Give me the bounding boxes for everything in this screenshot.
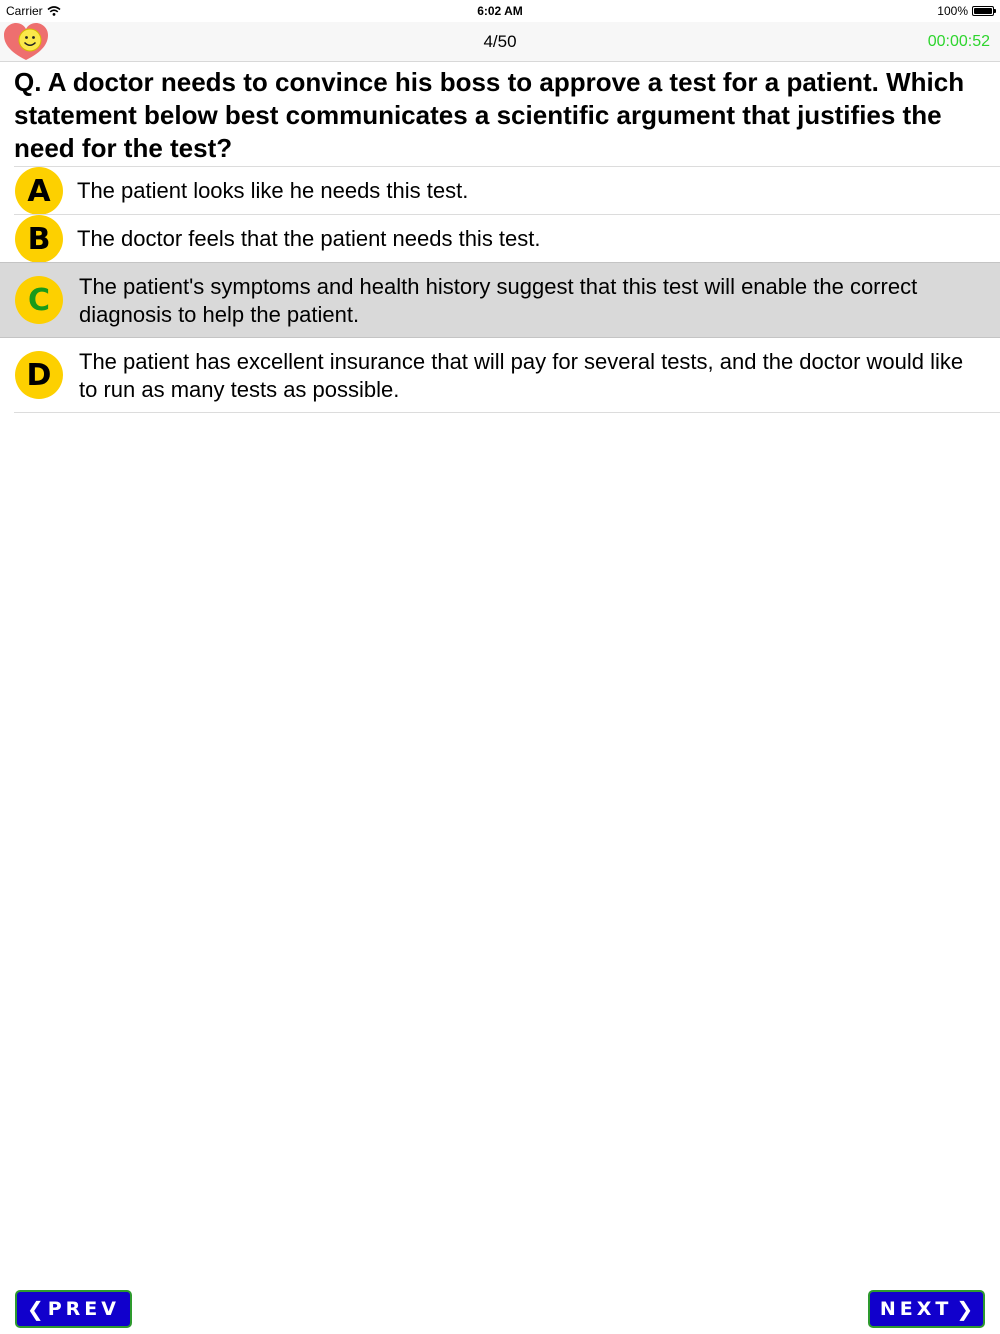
option-b-badge: [15, 215, 63, 263]
option-a-badge: [15, 167, 63, 215]
battery-status: [937, 4, 994, 18]
nav-bar: [0, 22, 1000, 62]
battery-percent: 100%: [937, 4, 968, 18]
prev-label: PREV: [47, 1298, 120, 1320]
option-d-badge: [15, 351, 63, 399]
answer-option-d[interactable]: [0, 339, 1000, 412]
option-text: The patient's symptoms and health history suggest that this test will enable the correct diagnosis to help the patient.: [79, 274, 918, 327]
option-text: The patient looks like he needs this test.: [77, 178, 469, 203]
answer-option-c[interactable]: [0, 262, 1000, 338]
carrier-label: Carrier: [6, 4, 43, 18]
option-letter: C: [27, 282, 51, 318]
answer-option-b[interactable]: [0, 215, 1000, 262]
divider: [14, 412, 1000, 413]
prev-button[interactable]: [15, 1290, 132, 1328]
quiz-timer: 00:00:52: [927, 33, 990, 50]
option-text: The patient has excellent insurance that will pay for several tests, and the doctor would like to run as many tests as possible.: [79, 349, 964, 402]
answer-option-a[interactable]: [0, 167, 1000, 214]
option-text: The doctor feels that the patient needs this test.: [77, 226, 541, 251]
question-text: Q. A doctor needs to convince his boss to approve a test for a patient. Which statement below best communicates a scientific argument that justifies the need for the test?: [14, 67, 965, 163]
battery-icon: [972, 6, 994, 16]
chevron-right-icon: ❯: [956, 1297, 974, 1321]
status-bar: [0, 0, 1000, 22]
option-letter: D: [26, 357, 52, 393]
status-time: 6:02 AM: [477, 4, 523, 18]
chevron-left-icon: ❮: [26, 1297, 44, 1321]
option-letter: B: [27, 221, 51, 257]
question-progress: 4/50: [483, 32, 517, 51]
option-c-badge: [15, 276, 63, 324]
option-letter: A: [27, 173, 51, 209]
next-button[interactable]: [868, 1290, 985, 1328]
next-label: NEXT: [879, 1298, 953, 1320]
